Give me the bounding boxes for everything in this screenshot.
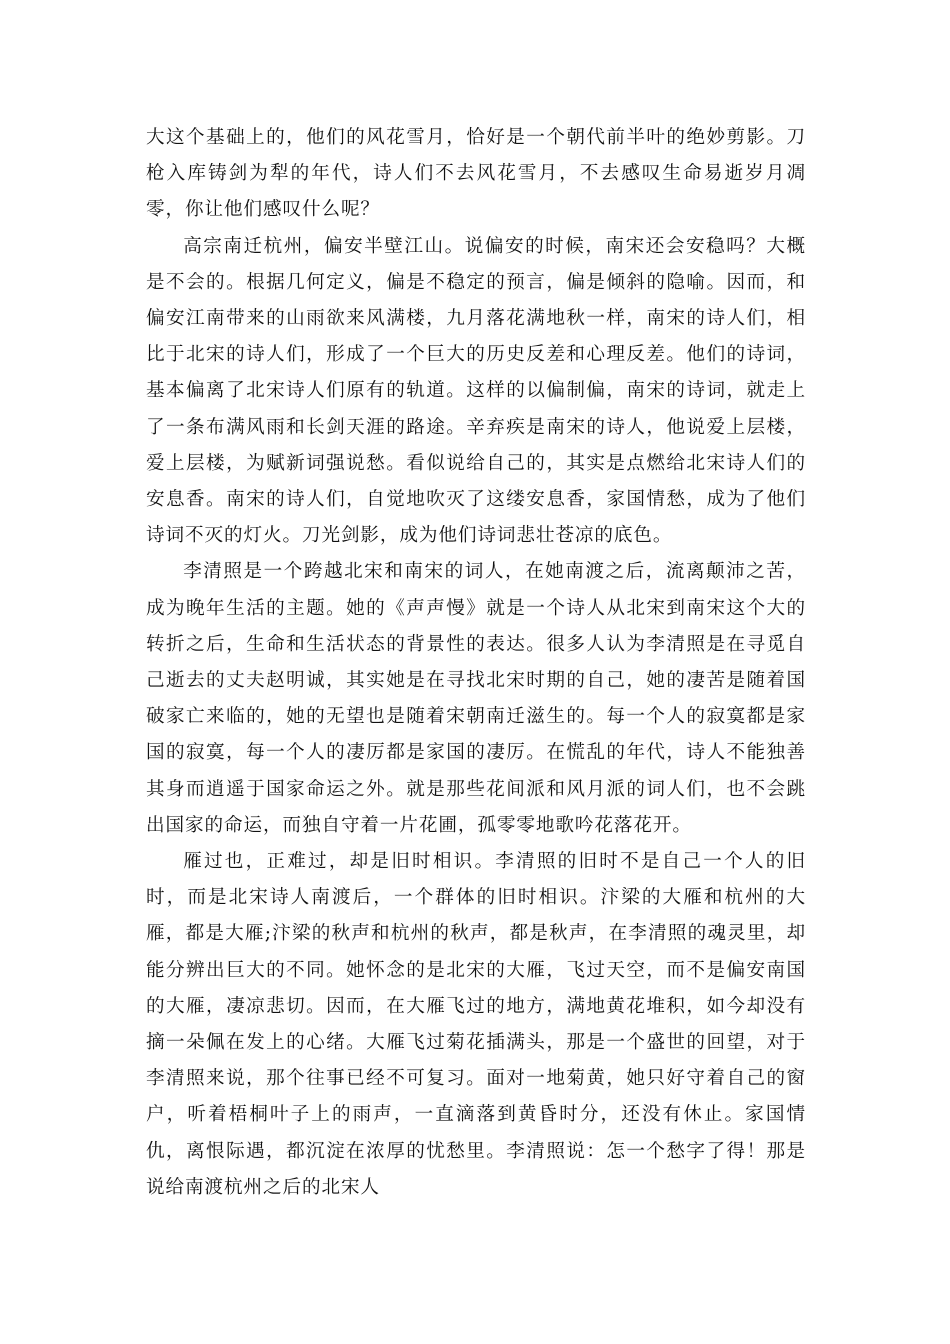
paragraph-3: 李清照是一个跨越北宋和南宋的词人，在她南渡之后，流离颠沛之苦，成为晚年生活的主题。她的《声声慢》就是一个诗人从北宋到南宋这个大的转折之后，生命和生活状态的背景性的表达。很多人认为李清照是在寻觅自己逝去的丈夫赵明诚，其实她是在寻找北宋时期的自己，她的凄苦是随着国破家亡来临的，她的无望也是随着宋朝南迁滋生的。每一个人的寂寞都是家国的寂寞，每一个人的凄厉都是家国的凄厉。在慌乱的年代，诗人不能独善其身而逍遥于国家命运之外。就是那些花间派和风月派的词人们，也不会跳出国家的命运，而独自守着一片花圃，孤零零地歌吟花落花开。 <box>146 561 806 836</box>
document-body <box>146 120 806 1206</box>
paragraph-2: 高宗南迁杭州，偏安半壁江山。说偏安的时候，南宋还会安稳吗？大概是不会的。根据几何定义，偏是不稳定的预言，偏是倾斜的隐喻。因而，和偏安江南带来的山雨欲来风满楼，九月落花满地秋一样，南宋的诗人们，相比于北宋的诗人们，形成了一个巨大的历史反差和心理反差。他们的诗词，基本偏离了北宋诗人们原有的轨道。这样的以偏制偏，南宋的诗词，就走上了一条布满风雨和长剑天涯的路途。辛弃疾是南宋的诗人，他说爱上层楼，爱上层楼，为赋新词强说愁。看似说给自己的，其实是点燃给北宋诗人们的安息香。南宋的诗人们，自觉地吹灭了这缕安息香，家国情愁，成为了他们诗词不灭的灯火。刀光剑影，成为他们诗词悲壮苍凉的底色。 <box>146 235 806 547</box>
paragraph-1: 大这个基础上的，他们的风花雪月，恰好是一个朝代前半叶的绝妙剪影。刀枪入库铸剑为犁的年代，诗人们不去风花雪月，不去感叹生命易逝岁月凋零，你让他们感叹什么呢？ <box>146 127 806 221</box>
paragraph-4: 雁过也，正难过，却是旧时相识。李清照的旧时不是自己一个人的旧时，而是北宋诗人南渡后，一个群体的旧时相识。汴梁的大雁和杭州的大雁，都是大雁;汴梁的秋声和杭州的秋声，都是秋声，在李清照的魂灵里，却能分辨出巨大的不同。她怀念的是北宋的大雁，飞过天空，而不是偏安南国的大雁，凄凉悲切。因而，在大雁飞过的地方，满地黄花堆积，如今却没有摘一朵佩在发上的心绪。大雁飞过菊花插满头，那是一个盛世的回望，对于李清照来说，那个往事已经不可复习。面对一地菊黄，她只好守着自己的窗户，听着梧桐叶子上的雨声，一直滴落到黄昏时分，还没有休止。家国情仇，离恨际遇，都沉淀在浓厚的忧愁里。李清照说：怎一个愁字了得！那是说给南渡杭州之后的北宋人 <box>146 851 806 1198</box>
